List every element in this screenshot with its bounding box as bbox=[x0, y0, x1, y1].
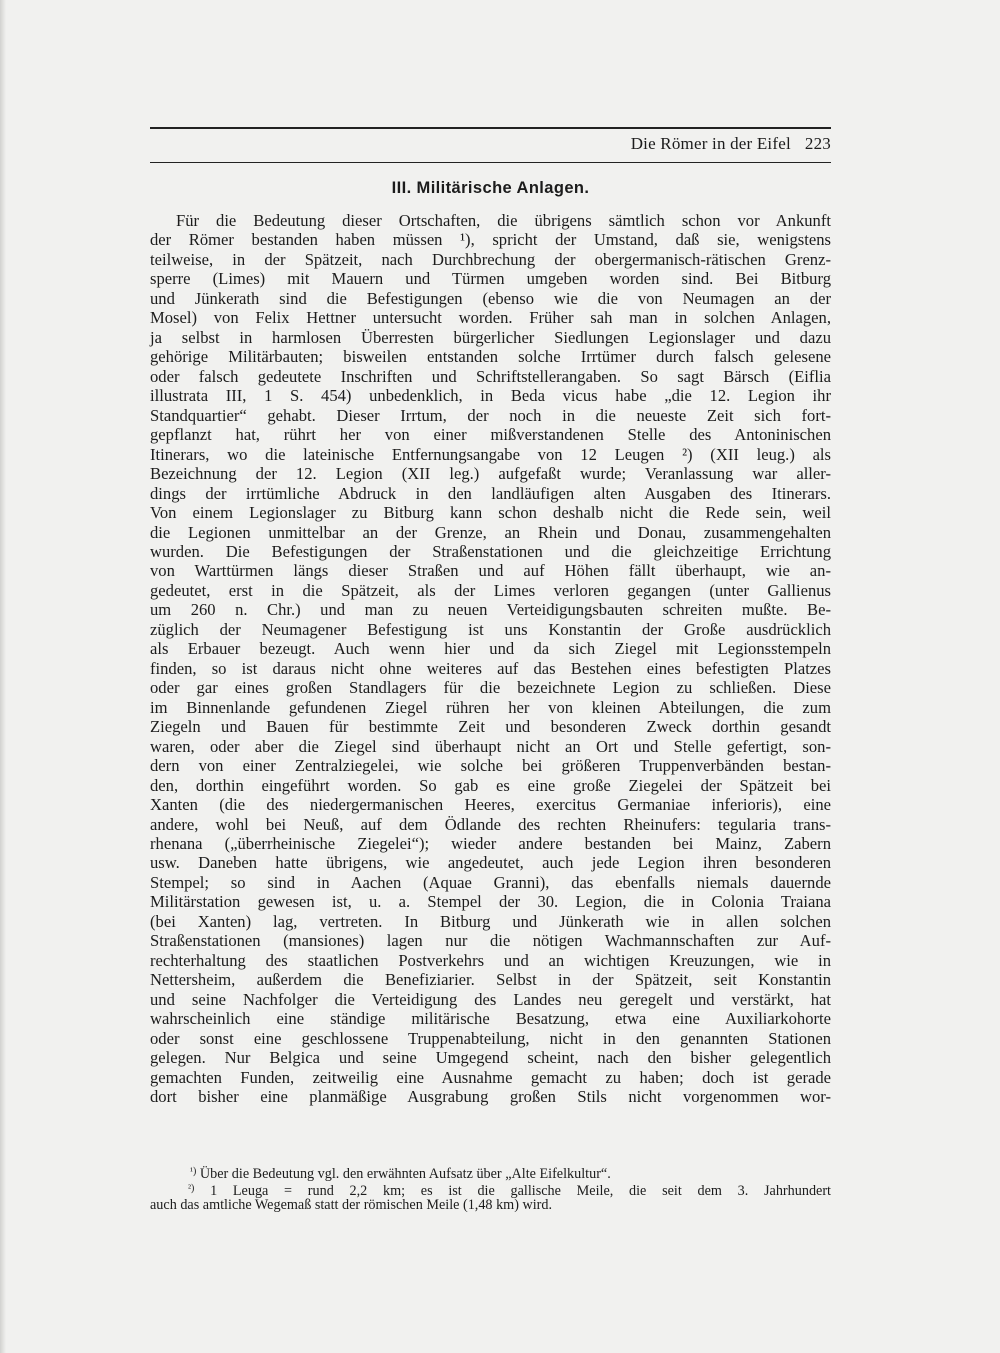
running-head bbox=[631, 134, 831, 154]
running-title: Die Römer in der Eifel bbox=[630, 134, 791, 153]
footnote-2-continuation: auch das amtliche Wegemaß statt der römischen Meile (1,48 km) wird. bbox=[150, 1197, 553, 1213]
text-line: wurden. Die Befestigungen der Straßenstationen und die gleichzeitige Errichtung bbox=[150, 541, 831, 561]
text-line: rhenana („überrheinische Ziegelei“); wieder andere bestanden bei Mainz, Zabern bbox=[150, 834, 831, 853]
text-line: rechterhaltung des staatlichen Postverkehrs und an wichtigen Kreuzungen, wie in bbox=[150, 950, 831, 970]
text-line: gemachten Funden, zeitweilig eine Ausnahme gemacht zu haben; doch ist gerade bbox=[150, 1067, 831, 1087]
text-line: dern von einer Zentralziegelei, wie solche bei größeren Truppenverbänden bestan- bbox=[150, 756, 831, 776]
footnote-1-text: Über die Bedeutung vgl. den erwähnten Aufsatz über „Alte Eifelkultur“. bbox=[199, 1166, 611, 1182]
header-rule-bottom bbox=[150, 162, 831, 163]
text-line: andere, wohl bei Neuß, auf dem Ödlande des rechten Rheinufers: tegularia trans- bbox=[150, 814, 831, 834]
text-line: oder gar eines großen Standlagers für die bezeichnete Legion zu schließen. Diese bbox=[150, 678, 831, 698]
text-line: ja selbst in harmlosen Überresten bürgerlicher Siedlungen Legionslager und dazu bbox=[150, 327, 831, 347]
text-line: züglich der Neumagener Befestigung ist uns Konstantin der Große ausdrücklich bbox=[150, 619, 831, 639]
text-line: Ziegeln und Bauen für bestimmte Zeit und besonderen Zweck dorthin gesandt bbox=[150, 717, 831, 737]
text-line: Von einem Legionslager zu Bitburg kann schon deshalb nicht die Rede sein, weil bbox=[150, 503, 831, 523]
text-line: Itinerars, wo die lateinische Entfernungsangabe von 12 Leugen ²) (XII leug.) als bbox=[150, 444, 831, 464]
text-line: Militärstation gewesen ist, u. a. Stempel der 30. Legion, die in Colonia Traiana bbox=[150, 892, 831, 912]
text-line: Stempel; so sind in Aachen (Aquae Granni), das ebenfalls niemals dauernde bbox=[150, 872, 831, 892]
page-number: 223 bbox=[804, 134, 831, 153]
text-line: oder sonst eine geschlossene Truppenabteilung, nicht in den genannten Stationen bbox=[150, 1028, 831, 1048]
text-line: oder falsch gedeutete Inschriften und Schriftstellerangaben. So sagt Bärsch (Eiflia bbox=[150, 366, 831, 386]
text-line: dort bisher eine planmäßige Ausgrabung großen Stils nicht vorgenommen wor- bbox=[150, 1087, 831, 1107]
text-line: Mosel) von Felix Hettner untersucht worden. Früher sah man in solchen Anlagen, bbox=[150, 308, 831, 328]
section-heading: III. Militärische Anlagen. bbox=[391, 179, 590, 197]
body-text bbox=[150, 211, 831, 1107]
text-line: wahrscheinlich eine ständige militärische Besatzung, etwa eine Auxiliarkohorte bbox=[150, 1009, 831, 1029]
footnote-2 bbox=[150, 1180, 831, 1197]
text-line: als Erbauer bezeugt. Auch wenn hier und da sich Ziegel mit Legionsstempeln bbox=[150, 639, 831, 659]
text-line: Bezeichnung der 12. Legion (XII leg.) aufgefaßt wurde; Veranlassung war aller- bbox=[150, 464, 831, 484]
text-line: Für die Bedeutung dieser Ortschaften, die übrigens sämtlich schon vor Ankunft bbox=[176, 211, 831, 230]
text-line: um 260 n. Chr.) und man zu neuen Verteidigungsbauten schreiten mußte. Be- bbox=[150, 600, 831, 620]
text-line: Nettersheim, außerdem die Benefiziarier. Selbst in der Spätzeit, seit Konstantin bbox=[150, 970, 831, 990]
text-line: (bei Xanten) lag, vertreten. In Bitburg und Jünkerath wie in allen solchen bbox=[150, 911, 831, 931]
text-line: und seine Nachfolger die Verteidigung des Landes neu geregelt und verstärkt, hat bbox=[150, 989, 831, 1009]
text-line: von Warttürmen längs dieser Straßen und auf Höhen fällt überhaupt, wie an- bbox=[150, 561, 831, 581]
footnote-2-mark: ²) bbox=[188, 1183, 195, 1194]
text-line: gelegen. Nur Belgica und seine Umgegend scheint, nach den bisher gelegentlich bbox=[150, 1048, 831, 1068]
text-line: finden, so ist daraus nicht ohne weiteres auf das Bestehen eines befestigten Platzes bbox=[150, 658, 831, 678]
text-line: gedeutet, erst in die Spätzeit, als der Limes verloren gegangen (unter Gallienus bbox=[150, 580, 831, 600]
text-line: gepflanzt hat, rührt her von einer mißverstandenen Stelle des Antoninischen bbox=[150, 425, 831, 445]
text-line: Standquartier“ gehabt. Dieser Irrtum, der noch in die neueste Zeit sich fort- bbox=[150, 405, 831, 425]
text-line: die Legionen unmittelbar an der Grenze, an Rhein und Donau, zusammengehalten bbox=[150, 522, 831, 542]
text-line: und Jünkerath sind die Befestigungen (ebenso wie die von Neumagen an der bbox=[150, 288, 831, 308]
text-line: waren, oder aber die Ziegel sind überhaupt nicht an Ort und Stelle gefertigt, son- bbox=[150, 736, 831, 756]
text-line: Xanten (die des niedergermanischen Heeres, exercitus Germaniae inferioris), eine bbox=[150, 795, 831, 815]
text-line: gehörige Militärbauten; bisweilen entstanden solche Irrtümer durch falsch gelesene bbox=[150, 347, 831, 367]
text-line: Straßenstationen (mansiones) lagen nur die nötigen Wachmannschaften zur Auf- bbox=[150, 931, 831, 951]
text-line: im Binnenlande gefundenen Ziegel rühren her von kleinen Abteilungen, die zum bbox=[150, 697, 831, 717]
text-line: illustrata III, 1 S. 454) unbedenklich, in Beda vicus habe „die 12. Legion ihr bbox=[150, 386, 831, 406]
footnote-1-mark: ¹) bbox=[190, 1166, 197, 1177]
footnote-1 bbox=[150, 1163, 831, 1180]
text-line: dings der irrtümliche Abdruck in den landläufigen alten Ausgaben des Itinerars. bbox=[150, 483, 831, 503]
header-rule-top bbox=[150, 127, 831, 129]
text-line: sperre (Limes) mit Mauern und Türmen umgeben worden sind. Bei Bitburg bbox=[150, 269, 831, 289]
text-line: teilweise, in der Spätzeit, nach Durchbrechung der obergermanisch-rätischen Grenz- bbox=[150, 249, 831, 269]
page-edge-shadow bbox=[0, 0, 6, 1353]
footnote-2-text: 1 Leuga = rund 2,2 km; es ist die gallische Meile, die seit dem 3. Jahrhundert bbox=[210, 1183, 831, 1199]
footnotes bbox=[150, 1163, 831, 1214]
text-line: der Römer bestanden haben müssen ¹), spricht der Umstand, daß sie, wenigstens bbox=[150, 230, 831, 250]
text-line: usw. Daneben hatte übrigens, wie angedeutet, auch jede Legion ihren besonderen bbox=[150, 853, 831, 873]
text-line: den, dorthin eingeführt worden. So gab es eine große Ziegelei der Spätzeit bei bbox=[150, 775, 831, 795]
